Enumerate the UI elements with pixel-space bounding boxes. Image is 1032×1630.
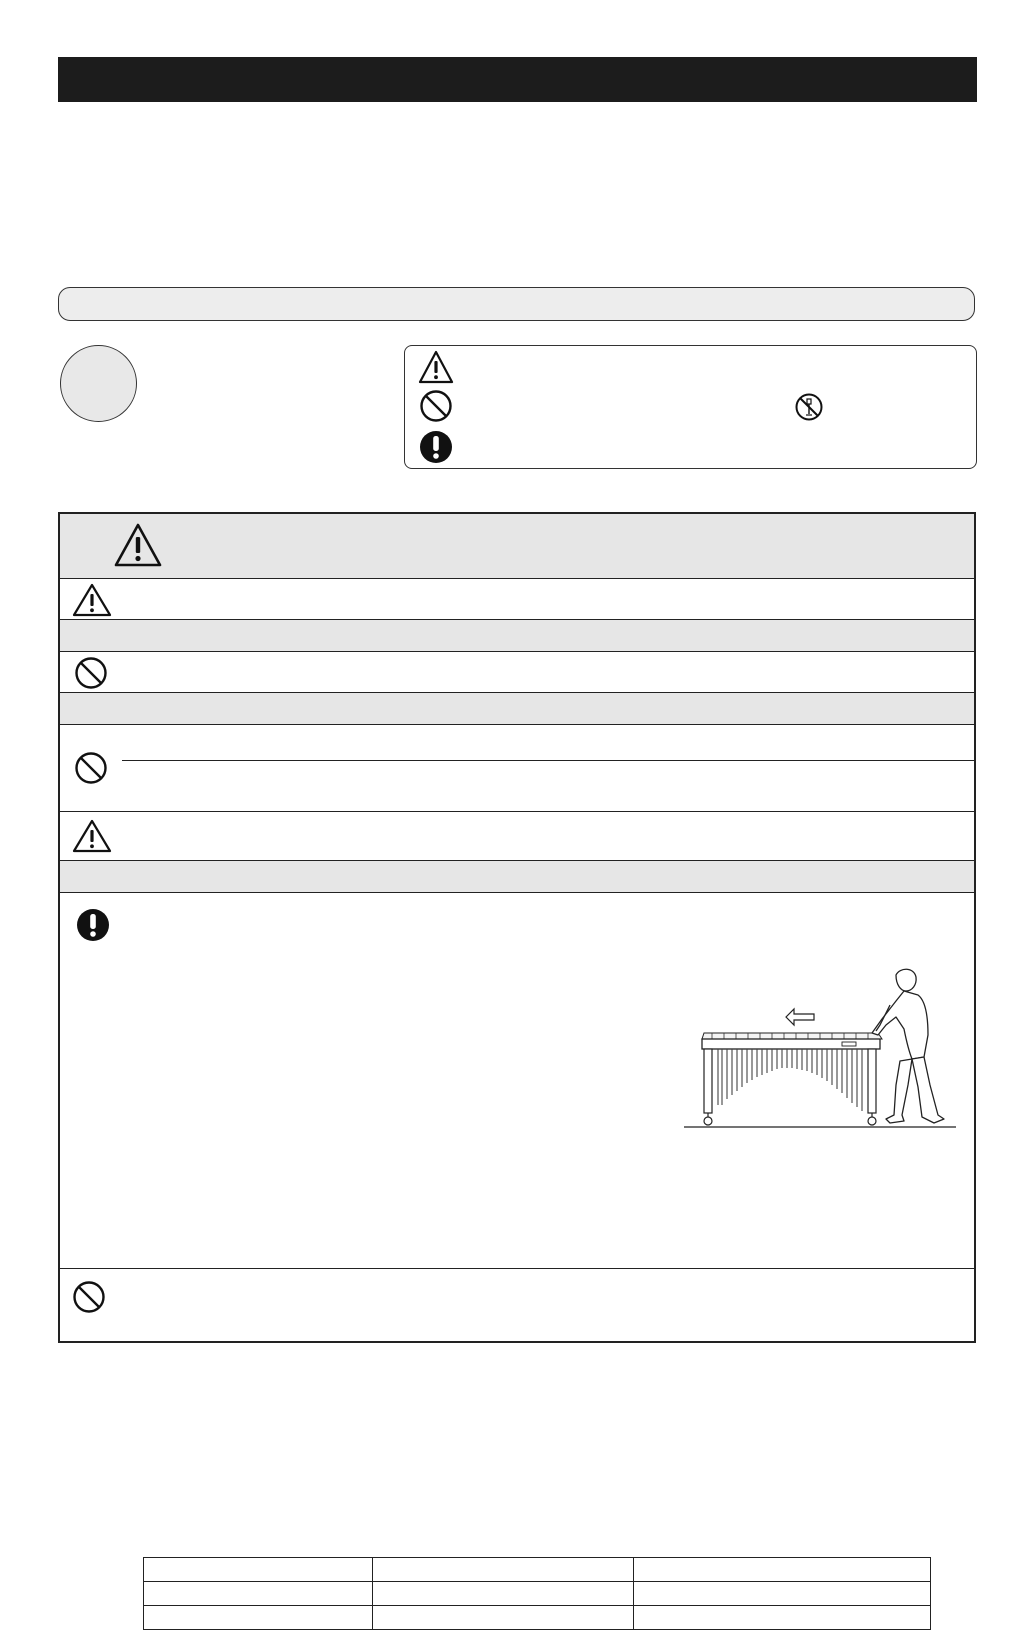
page-title-bar	[58, 57, 977, 102]
prohibition-row	[60, 725, 974, 812]
warning-triangle-icon	[418, 350, 454, 384]
table-row	[144, 1558, 931, 1582]
mandatory-action-icon	[76, 908, 110, 942]
table-cell	[373, 1558, 634, 1582]
table-row	[144, 1606, 931, 1630]
row-separator-band	[60, 693, 974, 725]
warning-panel	[58, 512, 976, 1343]
section-badge-circle	[60, 345, 137, 422]
warning-triangle-icon	[72, 583, 112, 617]
prohibition-icon	[419, 389, 453, 423]
warning-triangle-icon	[72, 819, 112, 853]
person-pushing-marimba-illustration	[682, 965, 958, 1131]
table-cell	[634, 1558, 931, 1582]
warning-row	[60, 579, 974, 620]
table-cell	[144, 1582, 373, 1606]
warning-row	[60, 812, 974, 861]
table-row	[144, 1582, 931, 1606]
row-divider	[122, 760, 974, 761]
row-separator-band	[60, 861, 974, 893]
prohibition-icon	[74, 751, 108, 785]
prohibition-icon	[72, 1280, 106, 1314]
prohibition-row	[60, 652, 974, 693]
warning-triangle-icon	[114, 523, 162, 567]
no-disassembly-icon	[794, 392, 824, 422]
prohibition-row	[60, 1270, 974, 1340]
prohibition-icon	[74, 656, 108, 690]
section-heading	[58, 287, 975, 321]
warning-panel-header	[60, 514, 974, 579]
table-cell	[634, 1606, 931, 1630]
mandatory-row	[60, 893, 974, 1269]
row-separator-band	[60, 620, 974, 652]
table-cell	[144, 1558, 373, 1582]
table-cell	[634, 1582, 931, 1606]
table-cell	[373, 1582, 634, 1606]
table-cell	[144, 1606, 373, 1630]
table-cell	[373, 1606, 634, 1630]
symbol-legend	[404, 345, 977, 469]
spec-table	[143, 1557, 931, 1630]
mandatory-action-icon	[419, 430, 453, 464]
